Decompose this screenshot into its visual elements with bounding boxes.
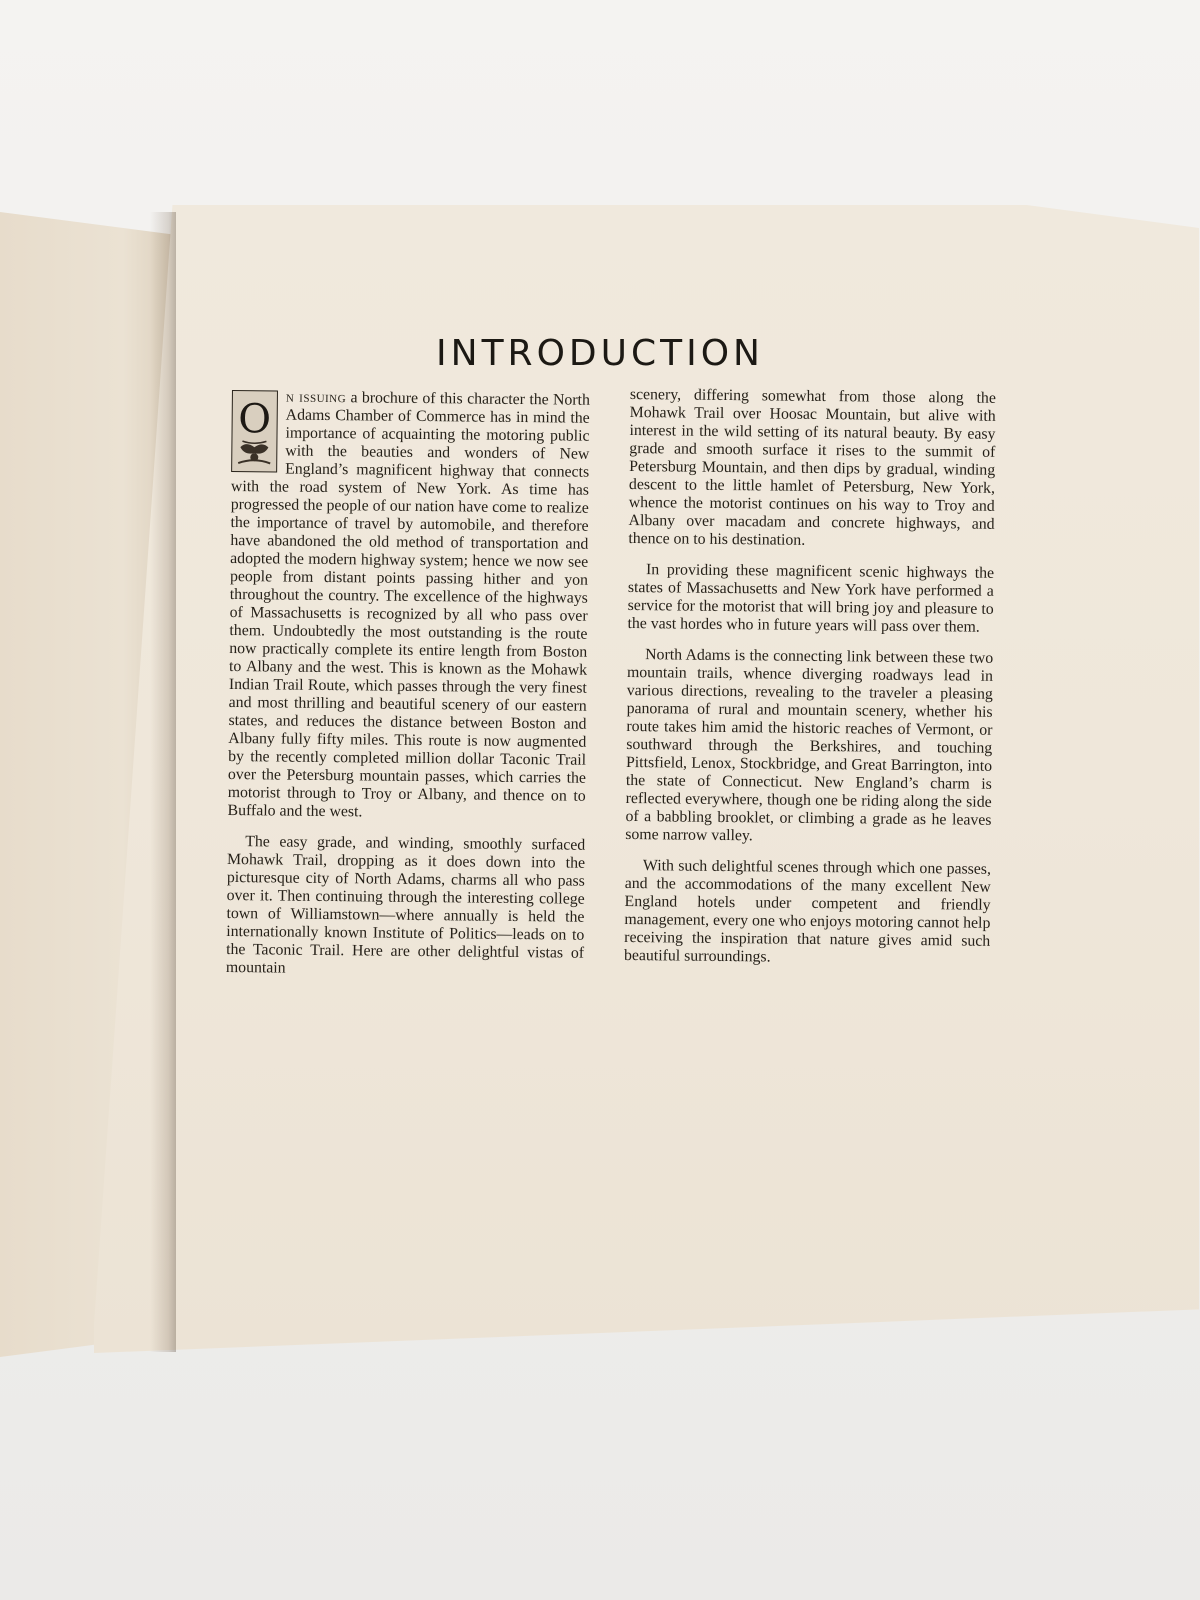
drop-cap-letter: O bbox=[238, 396, 272, 443]
left-text-column bbox=[226, 388, 590, 994]
lead-in: n issuing bbox=[285, 388, 347, 407]
paragraph-2: The easy grade, and winding, smoothly surfaced Mohawk Trail, dropping as it does down into the picturesque city of North Adams, charms all who pass over it. Then continuing through the interesting college town of Williamstown—where annually is held the internationally known Institute of Politics—leads on to the Taconic Trail. Here are other delightful vistas of mountain bbox=[225, 833, 586, 977]
right-text-column bbox=[624, 386, 996, 982]
paragraph-6: With such delightful scenes through which one passes, and the accommodations of the many excellent New England hotels under competent and friendly management, every one who enjoys motoring cannot help receiving the inspiration that nature gives amid such beautiful surroundings. bbox=[623, 857, 992, 966]
ornamental-drop-cap bbox=[231, 390, 278, 472]
paragraph-3: scenery, differing somewhat from those along the Mohawk Trail over Hoosac Mountain, but alive with interest in the wild setting of its natural beauty. By easy grade and smooth surface it rises to the summit of Petersburg Mountain, and then dips by gradual, winding descent to the little hamlet of Petersburg, New York, whence the motorist continues on his way to Troy and Albany over macadam and concrete highways, and thence on to his destination. bbox=[628, 386, 996, 549]
page-gutter-shadow bbox=[150, 212, 176, 1352]
paragraph-1 bbox=[227, 388, 590, 824]
paragraph-5: North Adams is the connecting link between these two mountain trails, whence diverging roadways lead in various directions, revealing to the traveler a pleasing panorama of rural and mountain scenery, whether his route takes him amid the historic reaches of Vermont, or southward through the Berkshires, and touching Pittsfield, Lenox, Stockbridge, and Great Barrington, into the state of Connecticut. New England’s charm is reflected everywhere, though one be riding along the side of a babbling brooklet, or climbing a grade as he leaves some narrow valley. bbox=[625, 646, 994, 845]
paragraph-4: In providing these magnificent scenic highways the states of Massachusetts and New York have performed a service for the motorist that will bring joy and pleasure to the vast hordes who in future years will pass over them. bbox=[627, 561, 995, 636]
paragraph-1-text: a brochure of this character the North Adams Chamber of Commerce has in mind the importance of acquainting the motoring public with the beauties and wonders of New England’s magnificent highway that connects with the road system of New York. As time has progressed the people of our nation have come to realize the importance of travel by automobile, and therefore have abandoned the old method of transportation and adopted the modern highway system; hence we now see people from distant points passing hither and yon throughout the country. The excellence of the highways of Massachusetts is recognized by all who pass over them. Undoubtedly the most outstanding is the route now practically complete its entire length from Boston to Albany and the west. This is known as the Mohawk Indian Trail Route, which passes through the very finest and most thrilling and beautiful scenery of our eastern states, and reduces the distance between Boston and Albany fully fifty miles. This route is now augmented by the recently completed million dollar Taconic Trail over the Petersburg mountain passes, which carries the motorist through to Troy or Albany, and thence on to Buffalo and the west. bbox=[227, 389, 590, 821]
page-title: INTRODUCTION bbox=[436, 333, 764, 374]
